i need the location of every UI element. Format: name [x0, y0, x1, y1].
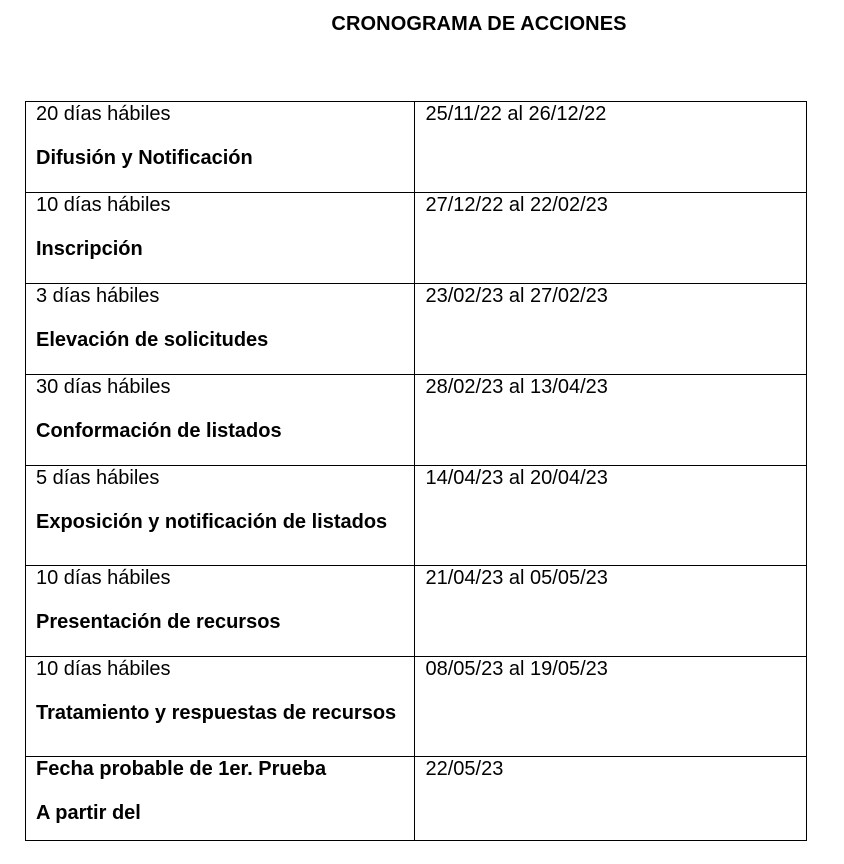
table-row	[26, 284, 807, 375]
activity-cell	[26, 193, 415, 284]
duration-text: 30 días hábiles	[36, 376, 171, 398]
duration-text: 10 días hábiles	[36, 194, 171, 216]
activity-cell	[26, 284, 415, 375]
activity-name: Presentación de recursos	[36, 611, 281, 633]
duration-text: 10 días hábiles	[36, 567, 171, 589]
activity-name: Conformación de listados	[36, 420, 282, 442]
table-row	[26, 757, 807, 841]
activity-cell	[26, 657, 415, 757]
test-date-text: 22/05/23	[425, 758, 504, 780]
date-range-text: 27/12/22 al 22/02/23	[425, 194, 608, 216]
test-from-label: A partir del	[36, 802, 141, 824]
page-title: CRONOGRAMA DE ACCIONES	[331, 13, 627, 35]
table-row	[26, 657, 807, 757]
test-label: Fecha probable de 1er. Prueba	[36, 758, 327, 780]
date-cell	[415, 284, 807, 375]
table-row	[26, 375, 807, 466]
activity-name: Difusión y Notificación	[36, 147, 253, 169]
date-range-text: 23/02/23 al 27/02/23	[425, 285, 608, 307]
date-cell	[415, 657, 807, 757]
date-range-text: 14/04/23 al 20/04/23	[425, 467, 608, 489]
activity-name: Tratamiento y respuestas de recursos	[36, 702, 397, 724]
schedule-table	[25, 101, 807, 841]
date-cell	[415, 466, 807, 566]
activity-cell	[26, 466, 415, 566]
table-row	[26, 193, 807, 284]
date-cell	[415, 375, 807, 466]
table-row	[26, 466, 807, 566]
date-range-text: 25/11/22 al 26/12/22	[425, 103, 607, 125]
activity-name: Inscripción	[36, 238, 143, 260]
activity-cell	[26, 757, 415, 841]
duration-text: 20 días hábiles	[36, 103, 171, 125]
date-cell	[415, 757, 807, 841]
duration-text: 10 días hábiles	[36, 658, 171, 680]
activity-name: Exposición y notificación de listados	[36, 511, 388, 533]
activity-cell	[26, 375, 415, 466]
duration-text: 5 días hábiles	[36, 467, 160, 489]
date-cell	[415, 193, 807, 284]
date-range-text: 28/02/23 al 13/04/23	[425, 376, 608, 398]
activity-cell	[26, 566, 415, 657]
duration-text: 3 días hábiles	[36, 285, 160, 307]
table-row	[26, 102, 807, 193]
date-range-text: 21/04/23 al 05/05/23	[425, 567, 608, 589]
table-row	[26, 566, 807, 657]
activity-name: Elevación de solicitudes	[36, 329, 269, 351]
date-cell	[415, 566, 807, 657]
date-range-text: 08/05/23 al 19/05/23	[425, 658, 608, 680]
date-cell	[415, 102, 807, 193]
activity-cell	[26, 102, 415, 193]
